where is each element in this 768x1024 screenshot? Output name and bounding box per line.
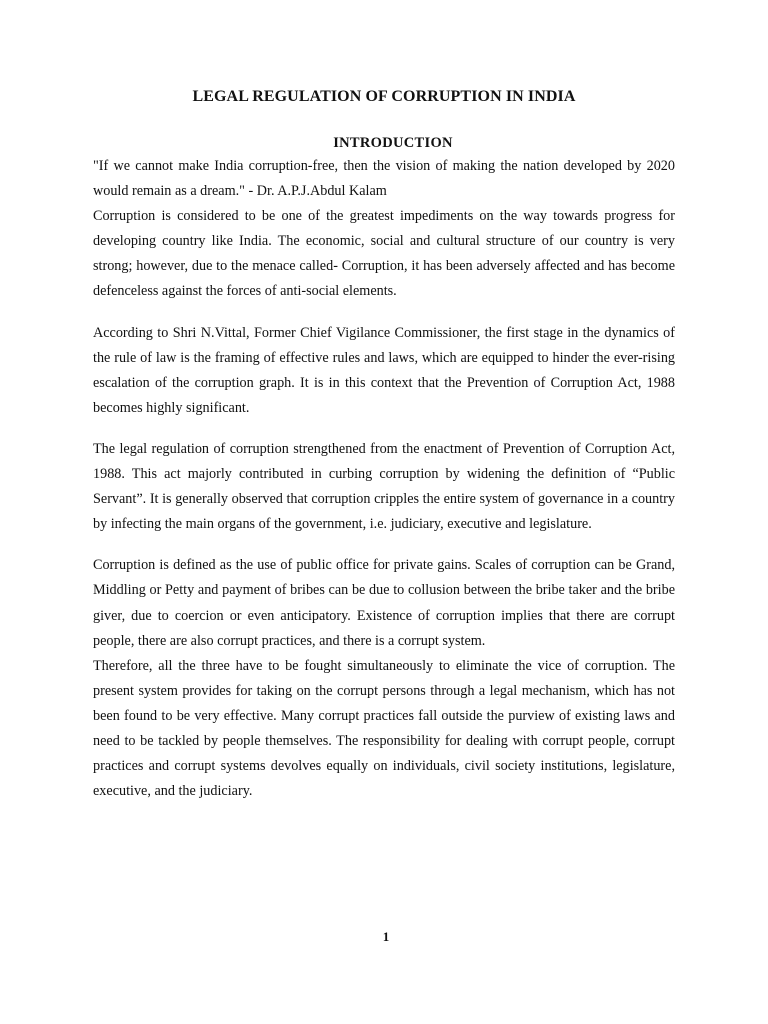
page-number: 1	[382, 929, 390, 944]
paragraph-vittal: According to Shri N.Vittal, Former Chief Vigilance Commissioner, the first stage in the dynamics of the rule of law is the framing of effective rules and laws, which are equipped to hinder the ever-rising escalation of the corruption graph. It is in this context that the Prevention of Corruption Act, 1988 becomes highly significant.	[93, 324, 675, 416]
document-title: LEGAL REGULATION OF CORRUPTION IN INDIA	[192, 88, 576, 105]
document-body	[93, 154, 675, 804]
paragraph-legal-regulation: The legal regulation of corruption strengthened from the enactment of Prevention of Corruption Act, 1988. This act majorly contributed in curbing corruption by widening the definition of “Public Servant”. It is generally observed that corruption cripples the entire system of governance in a country by infecting the main organs of the government, i.e. judiciary, executive and legislature.	[93, 440, 675, 533]
paragraph-responsibility: Therefore, all the three have to be fought simultaneously to eliminate the vice of corruption. The present system provides for taking on the corrupt persons through a legal mechanism, which has not been found to be very effective. Many corrupt practices fall outside the purview of existing laws and need to be tackled by people themselves. The responsibility for dealing with corrupt people, corrupt practices and corrupt systems devolves equally on individuals, civil society institutions, legislature, executive, and the judiciary.	[93, 657, 675, 800]
paragraph-quote: "If we cannot make India corruption-free, then the vision of making the nation developed by 2020 would remain as a dream." - Dr. A.P.J.Abdul Kalam	[93, 158, 675, 200]
paragraph-corruption-impediment: Corruption is considered to be one of the greatest impediments on the way towards progress for developing country like India. The economic, social and cultural structure of our country is very strong; however, due to the menace called- Corruption, it has been adversely affected and has become defenceless against the forces of anti-social elements.	[93, 208, 675, 300]
section-heading-introduction: INTRODUCTION	[333, 135, 453, 151]
paragraph-corruption-definition: Corruption is defined as the use of public office for private gains. Scales of corruption can be Grand, Middling or Petty and payment of bribes can be due to collusion between the bribe taker and the bribe giver, due to coercion or even anticipatory. Existence of corruption implies that there are corrupt people, there are also corrupt practices, and there is a corrupt system.	[93, 557, 675, 649]
